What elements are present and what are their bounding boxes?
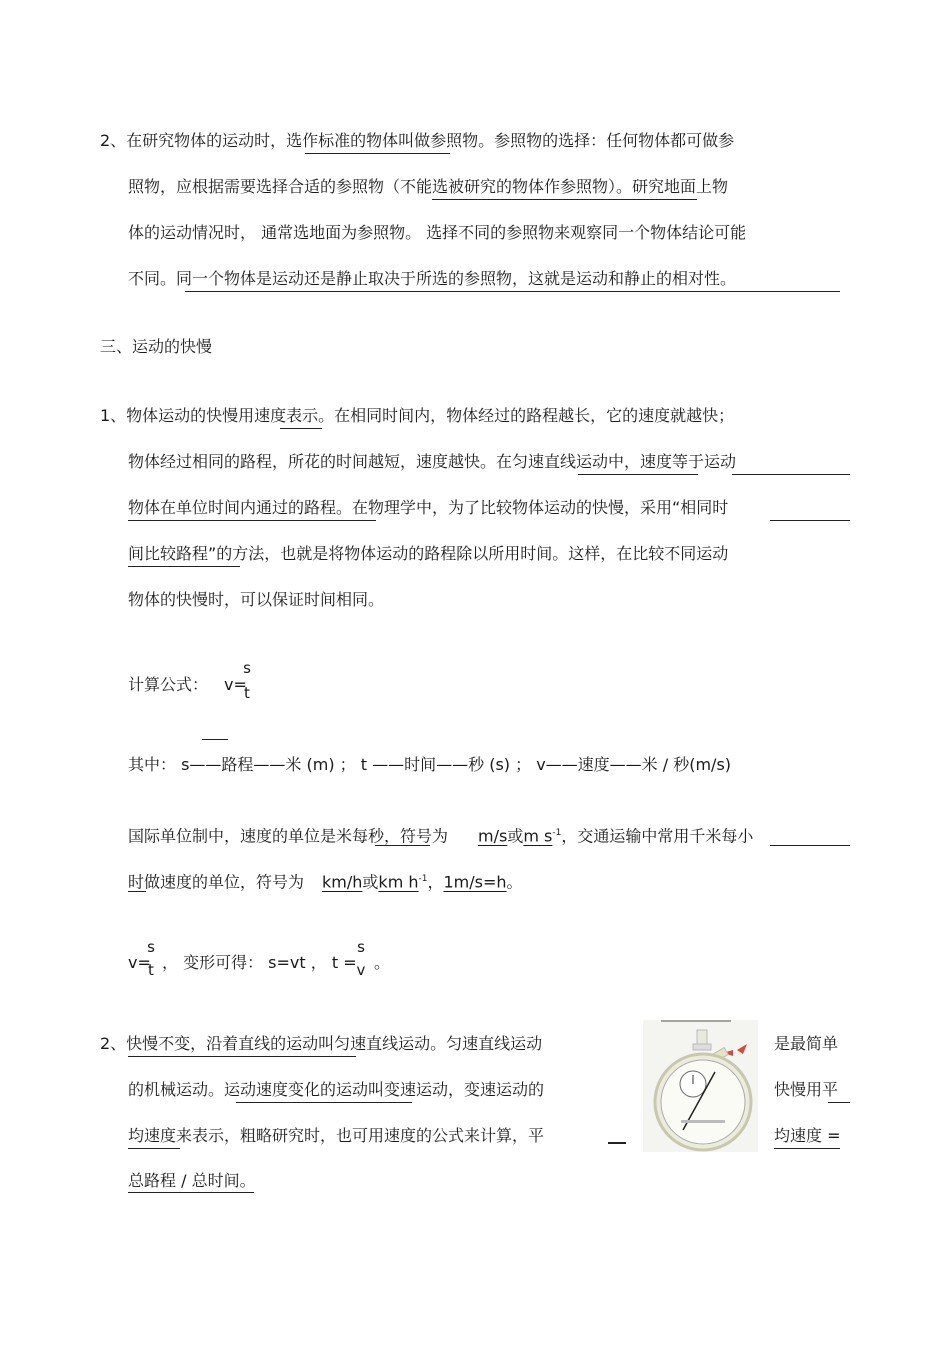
sec2-line-3: 体的运动情况时， 通常选地面为参照物。 选择不同的参照物来观察同一个物体结论可能 (128, 223, 747, 242)
unit-km-h: km h (378, 872, 419, 892)
p1-line-5: 物体的快慢时，可以保证时间相同。 (128, 590, 385, 609)
p1-line-2: 物体经过相同的路程，所花的时间越短，速度越快。在匀速直线运动中，速度等于运动 (128, 452, 737, 471)
unit-ms: m/s (478, 826, 508, 846)
formula-denominator: t (244, 684, 250, 702)
units-or: 或 (507, 826, 524, 846)
formula-numerator: s (243, 659, 251, 677)
units-text-b: ，交通运输中常用千米每小 (561, 826, 754, 846)
units-end: 。 (506, 872, 523, 892)
formula-v: v= (224, 675, 247, 694)
p2-right-3: 均速度 = (774, 1126, 841, 1145)
p2-right-2: 快慢用平 (774, 1080, 839, 1099)
units-or2: 或 (362, 872, 379, 892)
p2-right-1: 是最简单 (774, 1034, 839, 1053)
p2-line-3: 均速度来表示，粗略研究时，也可用速度的公式来计算，平 (128, 1126, 545, 1145)
unit-exp2: -1 (418, 874, 428, 884)
transform-mid: ， 变形可得： s=vt ， t = (162, 953, 357, 972)
p2-line-2: 的机械运动。运动速度变化的运动叫变速运动，变速运动的 (128, 1080, 545, 1099)
transform-end: 。 (374, 953, 391, 972)
units-line-2 (128, 868, 523, 893)
formula-legend: 其中： s——路程——米 (m) ； t ——时间——秒 (s) ； v——速度——米 / 秒(m/s) (128, 755, 732, 774)
units-text-c: 时做速度的单位，符号为 (128, 872, 305, 892)
sec2-line-4: 不同。同一个物体是运动还是静止取决于所选的参照物，这就是运动和静止的相对性。 (128, 269, 737, 288)
transform-v: v= (128, 953, 151, 972)
p1-line-4: 间比较路程”的方法，也就是将物体运动的路程除以所用时间。这样，在比较不同运动 (128, 544, 729, 563)
p1-line-3: 物体在单位时间内通过的路程。在物理学中，为了比较物体运动的快慢，采用“相同时 (128, 498, 729, 517)
formula-label: 计算公式： (128, 675, 209, 694)
transform-s2: s (357, 938, 365, 956)
transform-t1: t (148, 961, 154, 979)
stopwatch-image (643, 1020, 758, 1152)
units-line-1 (128, 822, 753, 847)
sec2-line-2: 照物，应根据需要选择合适的参照物（不能选被研究的物体作参照物）。研究地面上物 (128, 177, 729, 196)
unit-m-s: m s (523, 826, 553, 846)
section-heading: 三、运动的快慢 (100, 337, 213, 356)
sec2-line-1: 2、在研究物体的运动时，选作标准的物体叫做参照物。参照物的选择：任何物体都可做参 (100, 131, 735, 150)
unit-exp: -1 (552, 828, 562, 838)
unit-kmh: km/h (322, 872, 363, 892)
units-comma: ， (427, 872, 444, 892)
transform-s1: s (147, 938, 155, 956)
transform-v2: v (356, 961, 366, 979)
p2-line-4: 总路程 / 总时间。 (128, 1171, 256, 1190)
unit-conversion: 1m/s=h (443, 872, 507, 892)
p2-line-1: 2、快慢不变，沿着直线的运动叫匀速直线运动。匀速直线运动 (100, 1034, 543, 1053)
p1-line-1: 1、物体运动的快慢用速度表示。在相同时间内，物体经过的路程越长，它的速度就越快； (100, 406, 735, 425)
units-text-a: 国际单位制中，速度的单位是米每秒，符号为 (128, 826, 449, 846)
